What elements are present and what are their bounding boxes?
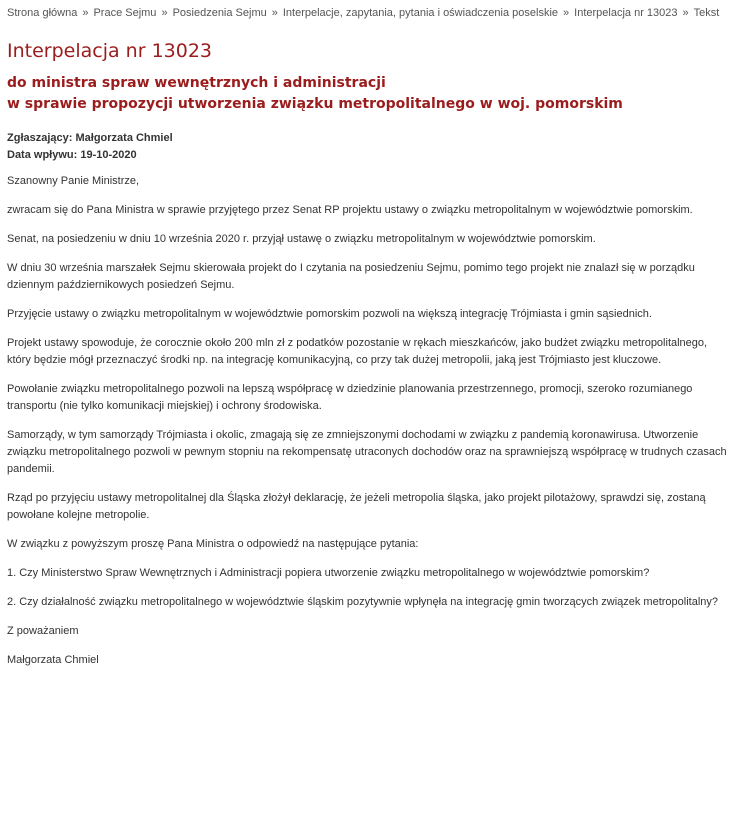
paragraph: Projekt ustawy spowoduje, że corocznie około 200 mln zł z podatków pozostanie w rękach mieszkańców, jako budżet związku metropolitalnego, który będzie mógł przeznaczyć środki np. na integrację komunikacyjną, co przy tak dużej metropolii, jaką jest Trójmiasto jest kluczowe. <box>7 337 708 366</box>
paragraph: Powołanie związku metropolitalnego pozwoli na lepszą współpracę w dziedzinie planowania przestrzennego, promocji, szeroko rozumianego transportu (nie tylko komunikacji miejskiej) i ochrony środowiska. <box>7 383 693 412</box>
breadcrumb-link-interpelacje[interactable]: Interpelacje, zapytania, pytania i oświadczenia poselskie <box>282 7 559 19</box>
paragraph: W związku z powyższym proszę Pana Ministra o odpowiedź na następujące pytania: <box>7 538 419 550</box>
closing: Z poważaniem <box>7 625 79 637</box>
paragraph-greeting: Szanowny Panie Ministrze, <box>7 175 140 187</box>
question-2: 2. Czy działalność związku metropolitalnego w województwie śląskim pozytywnie wpłynęła na integrację gmin tworzących związek metropolitalny? <box>7 596 719 608</box>
question-1: 1. Czy Ministerstwo Spraw Wewnętrznych i Administracji popiera utworzenie związku metropolitalnego w województwie pomorskim? <box>7 567 650 579</box>
paragraph: W dniu 30 września marszałek Sejmu skierowała projekt do I czytania na posiedzeniu Sejmu, pomimo tego projekt nie znalazł się w porządku dziennym październikowych posiedzeń Sejmu. <box>7 262 695 291</box>
document-body <box>7 173 727 669</box>
document-meta <box>7 130 727 164</box>
paragraph: Przyjęcie ustawy o związku metropolitalnym w województwie pomorskim pozwoli na większą integrację Trójmiasta i gmin sąsiednich. <box>7 308 652 320</box>
breadcrumb-separator: » <box>82 7 89 19</box>
paragraph: Samorządy, w tym samorządy Trójmiasta i okolic, zmagają się ze zmniejszonymi dochodami w związku z pandemią koronawirusa. Utworzenie związku metropolitalnego pozwoli w pewnym stopniu na rekompensatę utraconych dochodów oraz na sprawniejszą współpracę w trudnych czasach pandemii. <box>7 429 727 475</box>
page-title: Interpelacja nr 13023 <box>7 40 213 62</box>
paragraph: zwracam się do Pana Ministra w sprawie przyjętego przez Senat RP projektu ustawy o związku metropolitalnym w województwie pomorskim. <box>7 204 693 216</box>
signature: Małgorzata Chmiel <box>7 654 99 666</box>
breadcrumb-link-posiedzenia[interactable]: Posiedzenia Sejmu <box>172 7 267 19</box>
breadcrumb-link-home[interactable]: Strona główna <box>7 7 78 19</box>
breadcrumb-link-prace-sejmu[interactable]: Prace Sejmu <box>93 7 157 19</box>
breadcrumb-separator: » <box>682 7 689 19</box>
breadcrumb-separator: » <box>161 7 168 19</box>
breadcrumb <box>7 6 727 21</box>
submitter: Zgłaszający: Małgorzata Chmiel <box>7 132 173 144</box>
document-addressee: do ministra spraw wewnętrznych i administracji <box>7 75 386 91</box>
breadcrumb-separator: » <box>563 7 570 19</box>
breadcrumb-current: Tekst <box>693 7 720 19</box>
paragraph: Rząd po przyjęciu ustawy metropolitalnej dla Śląska złożył deklarację, że jeżeli metropolia śląska, jako projekt pilotażowy, sprawdzi się, zostaną powołane kolejne metropolie. <box>7 492 706 521</box>
paragraph: Senat, na posiedzeniu w dniu 10 września 2020 r. przyjął ustawę o związku metropolitalnym w województwie pomorskim. <box>7 233 596 245</box>
breadcrumb-separator: » <box>271 7 278 19</box>
breadcrumb-link-interpelacja[interactable]: Interpelacja nr 13023 <box>574 7 678 19</box>
submission-date: Data wpływu: 19-10-2020 <box>7 149 137 161</box>
document-subject: w sprawie propozycji utworzenia związku metropolitalnego w woj. pomorskim <box>7 96 623 112</box>
